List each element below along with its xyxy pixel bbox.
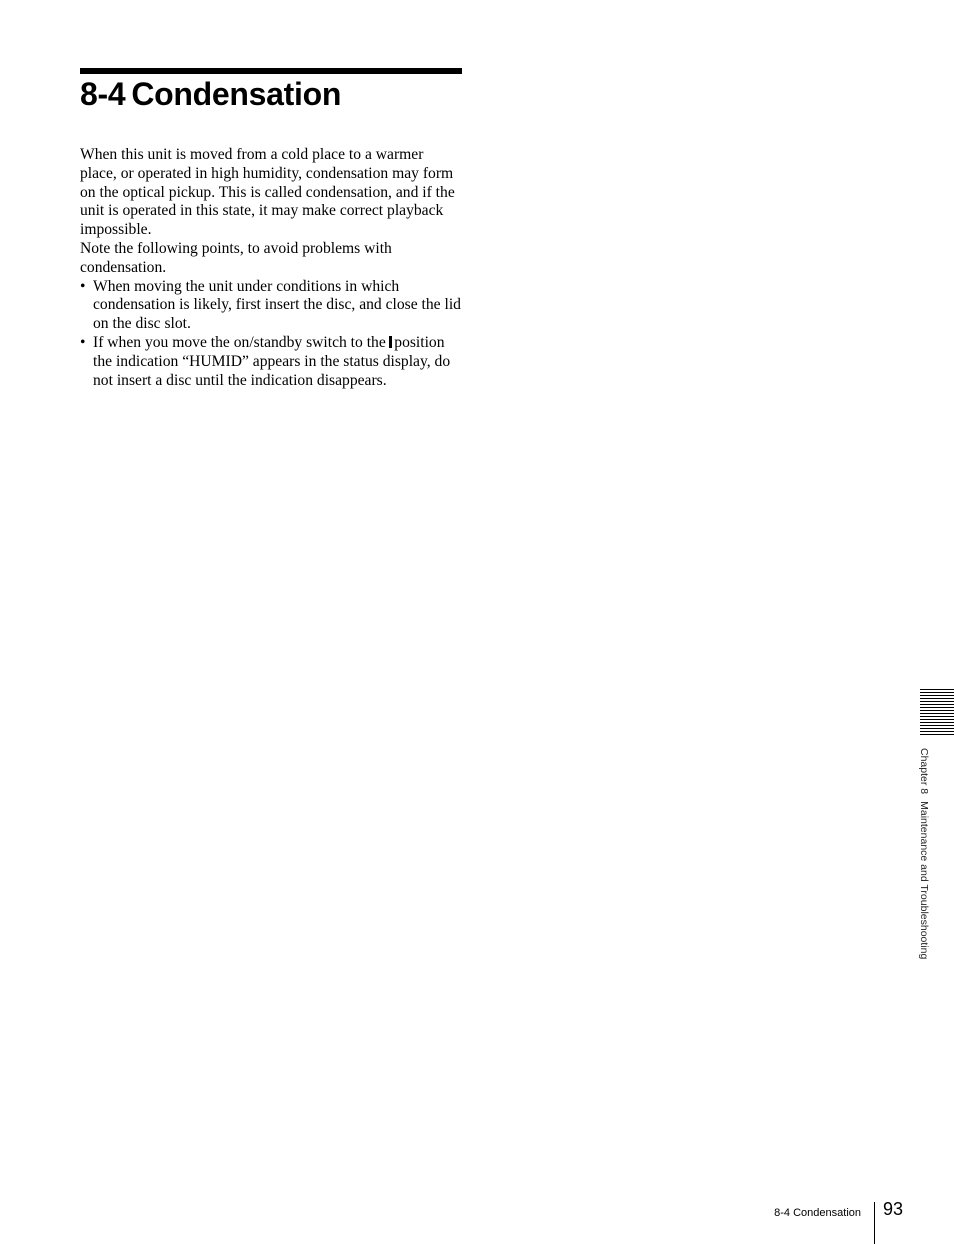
- list-item-text-start: If when you move the on/standby switch to the: [93, 333, 386, 351]
- bullet-list: [80, 278, 464, 391]
- chapter-number: Chapter 8: [918, 748, 930, 795]
- section-number: 8-4: [80, 76, 126, 112]
- power-on-icon: [389, 336, 393, 348]
- bullet-marker: •: [80, 277, 86, 295]
- chapter-title: Maintenance and Troubleshooting: [918, 801, 930, 960]
- chapter-thumb-tab: [920, 689, 954, 735]
- list-item-text-end: position the indication “HUMID” appears in the status display, do not insert a disc until the indication disappears.: [93, 333, 451, 389]
- section-title: [80, 74, 341, 114]
- footer-divider: [874, 1202, 875, 1244]
- intro-paragraph: When this unit is moved from a cold place to a warmer place, or operated in high humidity, condensation may form on the optical pickup. This is called condensation, and if the unit is operated in this state, it may make correct playback impossible.: [80, 146, 455, 239]
- footer-section-label: 8-4 Condensation: [774, 1207, 861, 1219]
- list-item: [80, 334, 464, 390]
- page-number: 93: [883, 1199, 904, 1219]
- note-paragraph: Note the following points, to avoid problems with condensation.: [80, 239, 392, 276]
- body-text: [80, 146, 464, 390]
- list-item-text: When moving the unit under conditions in which condensation is likely, first insert the disc, and close the lid on the disc slot.: [93, 277, 461, 333]
- bullet-marker: •: [80, 333, 86, 351]
- chapter-side-label: [917, 748, 931, 959]
- list-item: [80, 278, 464, 334]
- section-title-text: Condensation: [131, 76, 342, 112]
